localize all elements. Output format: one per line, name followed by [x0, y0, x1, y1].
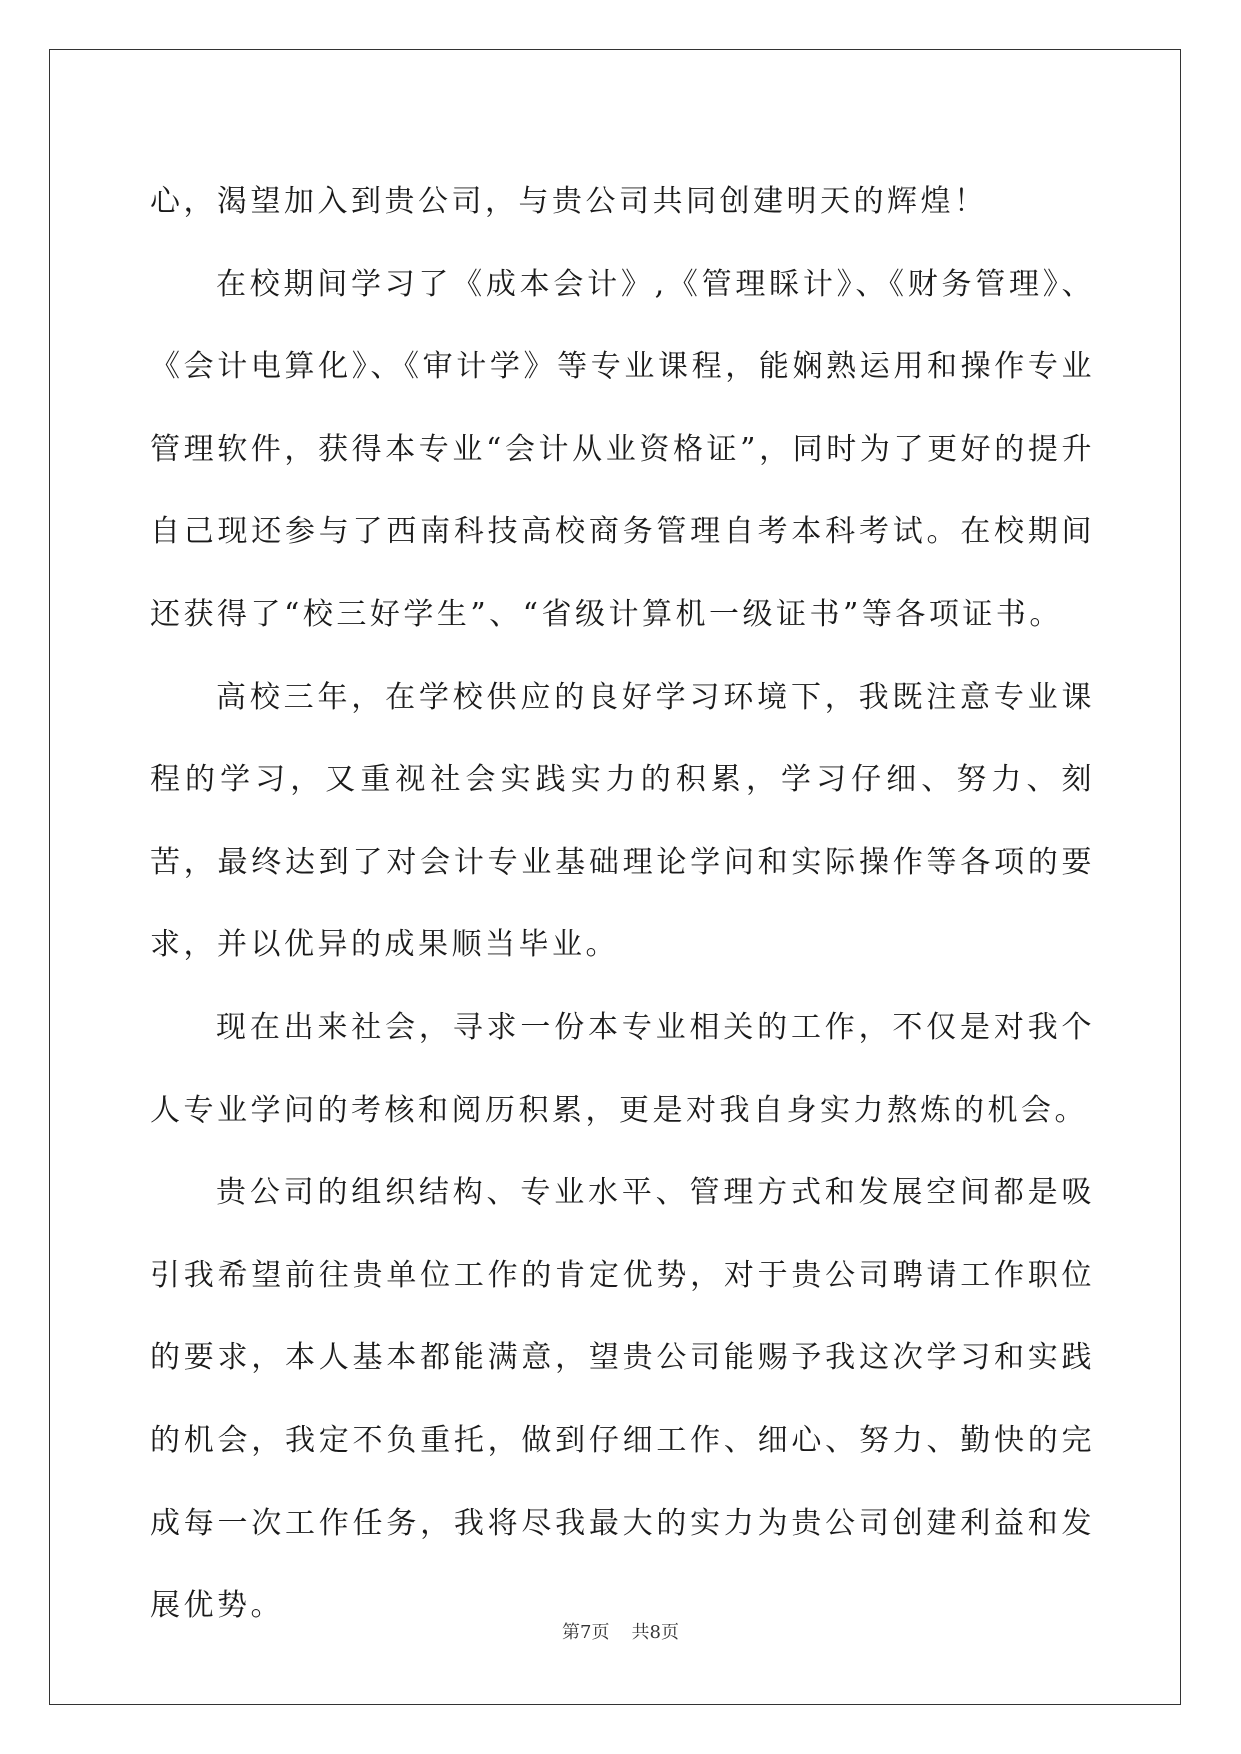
paragraph-3: 高校三年，在学校供应的良好学习环境下，我既注意专业课程的学习，又重视社会实践实力的积累，学习仔细、努力、刻苦，最终达到了对会计专业基础理论学问和实际操作等各项的要求，并以优异的成果顺当毕业。	[150, 679, 1095, 963]
paragraph-4: 现在出来社会，寻求一份本专业相关的工作，不仅是对我个人专业学问的考核和阅历积累，更是对我自身实力熬炼的机会。	[150, 1009, 1095, 1128]
page-footer	[0, 1618, 1241, 1644]
current-page-label: 第7页	[562, 1622, 610, 1643]
paragraph-5: 贵公司的组织结构、专业水平、管理方式和发展空间都是吸引我希望前往贵单位工作的肯定优势，对于贵公司聘请工作职位的要求，本人基本都能满意，望贵公司能赐予我这次学习和实践的机会，我定不负重托，做到仔细工作、细心、努力、勤快的完成每一次工作任务，我将尽我最大的实力为贵公司创建利益和发展优势。	[150, 1175, 1095, 1624]
paragraph-2: 在校期间学习了《成本会计》,《管理睬计》、《财务管理》、《会计电算化》、《审计学》等专业课程，能娴熟运用和操作专业管理软件，获得本专业“会计从业资格证”，同时为了更好的提升自己现还参与了西南科技高校商务管理自考本科考试。在校期间还获得了“校三好学生”、“省级计算机一级证书”等各项证书。	[150, 266, 1095, 632]
document-body	[150, 161, 1095, 1648]
total-pages-label: 共8页	[631, 1622, 679, 1643]
paragraph-1: 心，渴望加入到贵公司，与贵公司共同创建明天的辉煌！	[150, 184, 988, 219]
